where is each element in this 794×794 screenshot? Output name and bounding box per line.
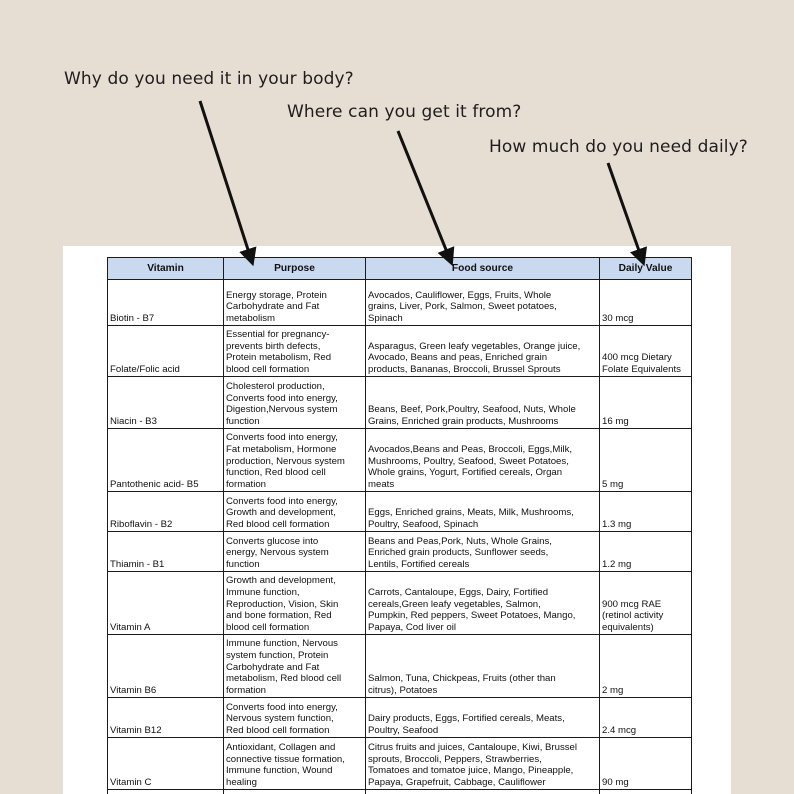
table-row <box>108 377 692 429</box>
cell-daily-value: 30 mcg <box>600 280 692 326</box>
cell-purpose: Converts food into energy, Fat metabolism, Hormone production, Nervous system function, Red blood cell formation <box>224 429 366 492</box>
cell-daily-value: 900 mcg RAE (retinol activity equivalents) <box>600 572 692 635</box>
callout-how-much: How much do you need daily? <box>489 137 748 157</box>
cell-vitamin: Pantothenic acid- B5 <box>108 429 224 492</box>
header-daily-value: Daily Value <box>600 258 692 280</box>
table-row <box>108 738 692 790</box>
cell-daily-value: 5 mg <box>600 429 692 492</box>
cell-food-source: Avocados, Cauliflower, Eggs, Fruits, Whole grains, Liver, Pork, Salmon, Sweet potatoes, Spinach <box>366 280 600 326</box>
cell-daily-value: 90 mg <box>600 738 692 790</box>
cell-purpose: Converts glucose into energy, Nervous system function <box>224 532 366 572</box>
cell-vitamin: Biotin - B7 <box>108 280 224 326</box>
header-food-source: Food source <box>366 258 600 280</box>
cell-vitamin: Thiamin - B1 <box>108 532 224 572</box>
document-page <box>63 246 731 794</box>
vitamin-table <box>107 257 692 794</box>
cell-purpose: Antioxidant, Collagen and connective tissue formation, Immune function, Wound healing <box>224 738 366 790</box>
header-purpose: Purpose <box>224 258 366 280</box>
cell-food-source: Salmon, Tuna, Chickpeas, Fruits (other than citrus), Potatoes <box>366 635 600 698</box>
callout-where: Where can you get it from? <box>287 102 522 122</box>
cell-food-source: Dairy products, Eggs, Fortified cereals, Meats, Poultry, Seafood <box>366 698 600 738</box>
cell-purpose <box>224 790 366 794</box>
cell-vitamin <box>108 790 224 794</box>
cell-food-source: Beans, Beef, Pork,Poultry, Seafood, Nuts, Whole Grains, Enriched grain products, Mushrooms <box>366 377 600 429</box>
table-row <box>108 532 692 572</box>
cell-food-source <box>366 790 600 794</box>
cell-food-source: Carrots, Cantaloupe, Eggs, Dairy, Fortified cereals,Green leafy vegetables, Salmon, Pumpkin, Red peppers, Sweet Potatoes, Mango, Papaya, Cod liver oil <box>366 572 600 635</box>
cell-daily-value: 2 mg <box>600 635 692 698</box>
cell-food-source: Asparagus, Green leafy vegetables, Orange juice, Avocado, Beans and peas, Enriched grain products, Bananas, Broccoli, Brussel Sprouts <box>366 326 600 377</box>
cell-vitamin: Folate/Folic acid <box>108 326 224 377</box>
arrow-to-food-source <box>398 131 451 262</box>
table-row <box>108 326 692 377</box>
cell-purpose: Essential for pregnancy- prevents birth defects, Protein metabolism, Red blood cell formation <box>224 326 366 377</box>
cell-vitamin: Niacin - B3 <box>108 377 224 429</box>
header-vitamin: Vitamin <box>108 258 224 280</box>
table-row <box>108 492 692 532</box>
table-row <box>108 790 692 794</box>
cell-food-source: Beans and Peas,Pork, Nuts, Whole Grains, Enriched grain products, Sunflower seeds, Lentils, Fortified cereals <box>366 532 600 572</box>
cell-daily-value: 400 mcg Dietary Folate Equivalents <box>600 326 692 377</box>
cell-purpose: Cholesterol production, Converts food into energy, Digestion,Nervous system function <box>224 377 366 429</box>
arrow-to-purpose <box>200 101 252 262</box>
cell-vitamin: Vitamin A <box>108 572 224 635</box>
cell-daily-value: 1.2 mg <box>600 532 692 572</box>
table-header-row <box>108 258 692 280</box>
cell-purpose: Converts food into energy, Growth and development, Red blood cell formation <box>224 492 366 532</box>
table-row <box>108 635 692 698</box>
cell-vitamin: Vitamin C <box>108 738 224 790</box>
cell-purpose: Growth and development, Immune function, Reproduction, Vision, Skin and bone formation, Red blood cell formation <box>224 572 366 635</box>
cell-food-source: Citrus fruits and juices, Cantaloupe, Kiwi, Brussel sprouts, Broccoli, Peppers, Strawberries, Tomatoes and tomatoe juice, Mango, Pineapple, Papaya, Grapefruit, Cabbage, Cauliflower <box>366 738 600 790</box>
table-row <box>108 280 692 326</box>
cell-daily-value: 1.3 mg <box>600 492 692 532</box>
callout-why: Why do you need it in your body? <box>64 69 354 89</box>
cell-daily-value <box>600 790 692 794</box>
cell-purpose: Converts food into energy, Nervous system function, Red blood cell formation <box>224 698 366 738</box>
cell-vitamin: Vitamin B12 <box>108 698 224 738</box>
cell-purpose: Immune function, Nervous system function, Protein Carbohydrate and Fat metabolism, Red blood cell formation <box>224 635 366 698</box>
cell-purpose: Energy storage, Protein Carbohydrate and Fat metabolism <box>224 280 366 326</box>
cell-daily-value: 16 mg <box>600 377 692 429</box>
table-row <box>108 429 692 492</box>
cell-vitamin: Riboflavin - B2 <box>108 492 224 532</box>
cell-food-source: Avocados,Beans and Peas, Broccoli, Eggs,Milk, Mushrooms, Poultry, Seafood, Sweet Potatoes, Whole grains, Yogurt, Fortified cereals, Organ meats <box>366 429 600 492</box>
cell-daily-value: 2.4 mcg <box>600 698 692 738</box>
table-row <box>108 698 692 738</box>
cell-food-source: Eggs, Enriched grains, Meats, Milk, Mushrooms, Poultry, Seafood, Spinach <box>366 492 600 532</box>
table-row <box>108 572 692 635</box>
cell-vitamin: Vitamin B6 <box>108 635 224 698</box>
